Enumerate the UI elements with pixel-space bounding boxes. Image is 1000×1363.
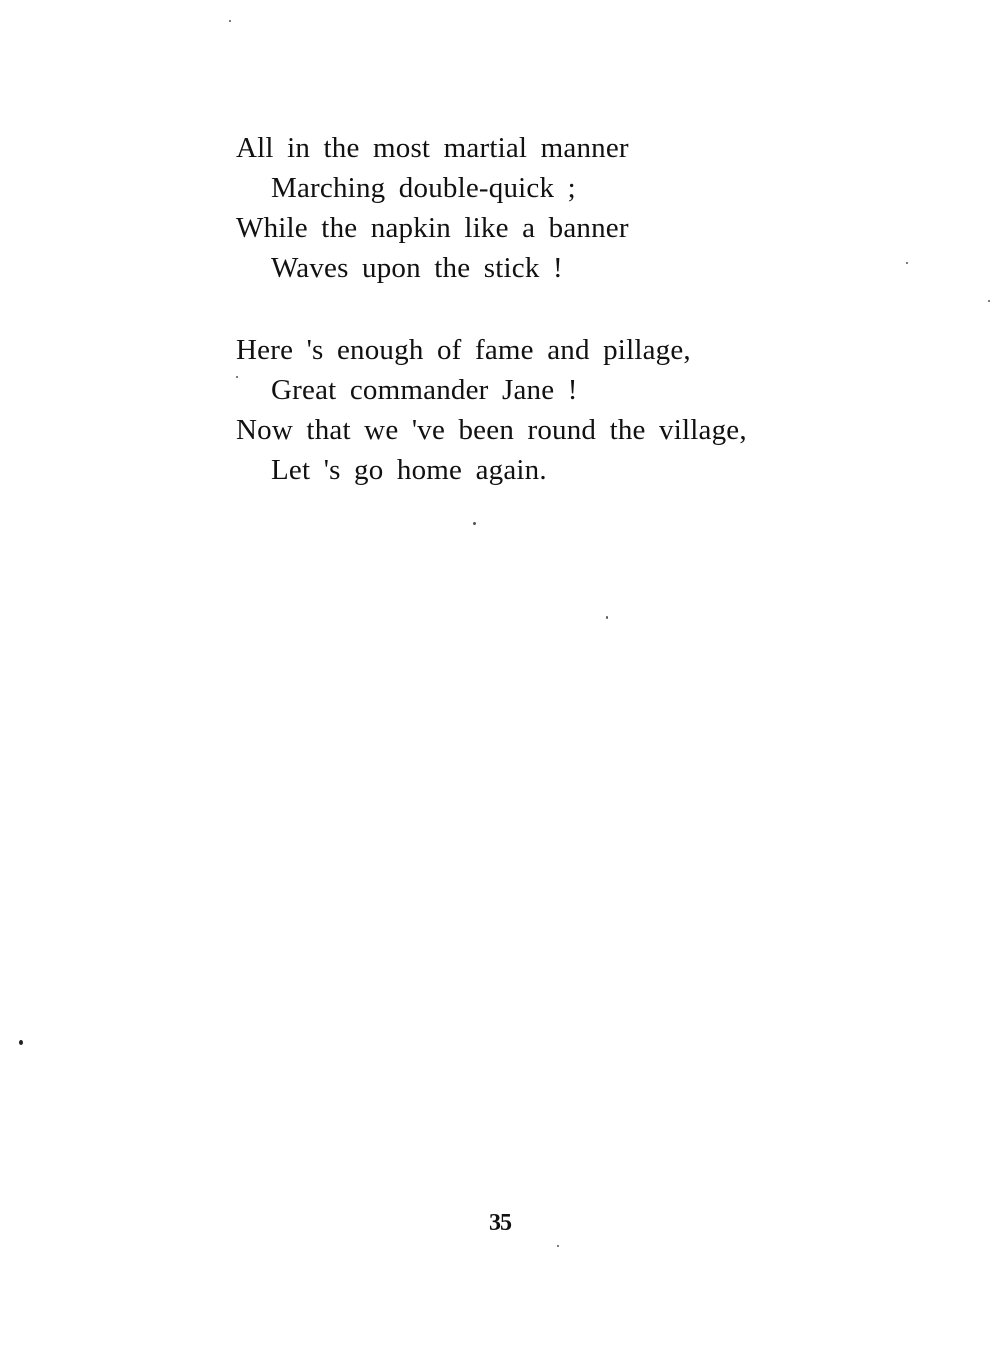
poem-stanza-2 — [236, 330, 876, 490]
page-number: 35 — [489, 1210, 511, 1236]
poem-line: Now that we 've been round the village, — [236, 414, 747, 446]
scan-speck — [229, 20, 231, 22]
poem-line: Marching double-quick ; — [271, 172, 576, 204]
scan-speck — [988, 300, 990, 302]
poem-line: While the napkin like a banner — [236, 212, 629, 244]
poem-line: Waves upon the stick ! — [271, 252, 563, 284]
poem-line: All in the most martial manner — [236, 132, 629, 164]
scan-speck — [19, 1040, 23, 1045]
scan-speck — [906, 262, 908, 264]
scan-speck — [557, 1245, 559, 1247]
scan-speck — [236, 376, 238, 378]
poem-line: Let 's go home again. — [271, 454, 547, 486]
poem-stanza-1 — [236, 128, 876, 288]
scan-speck — [473, 522, 476, 525]
poem-line: Great commander Jane ! — [271, 374, 578, 406]
scan-speck — [606, 616, 608, 619]
poem-line: Here 's enough of fame and pillage, — [236, 334, 691, 366]
